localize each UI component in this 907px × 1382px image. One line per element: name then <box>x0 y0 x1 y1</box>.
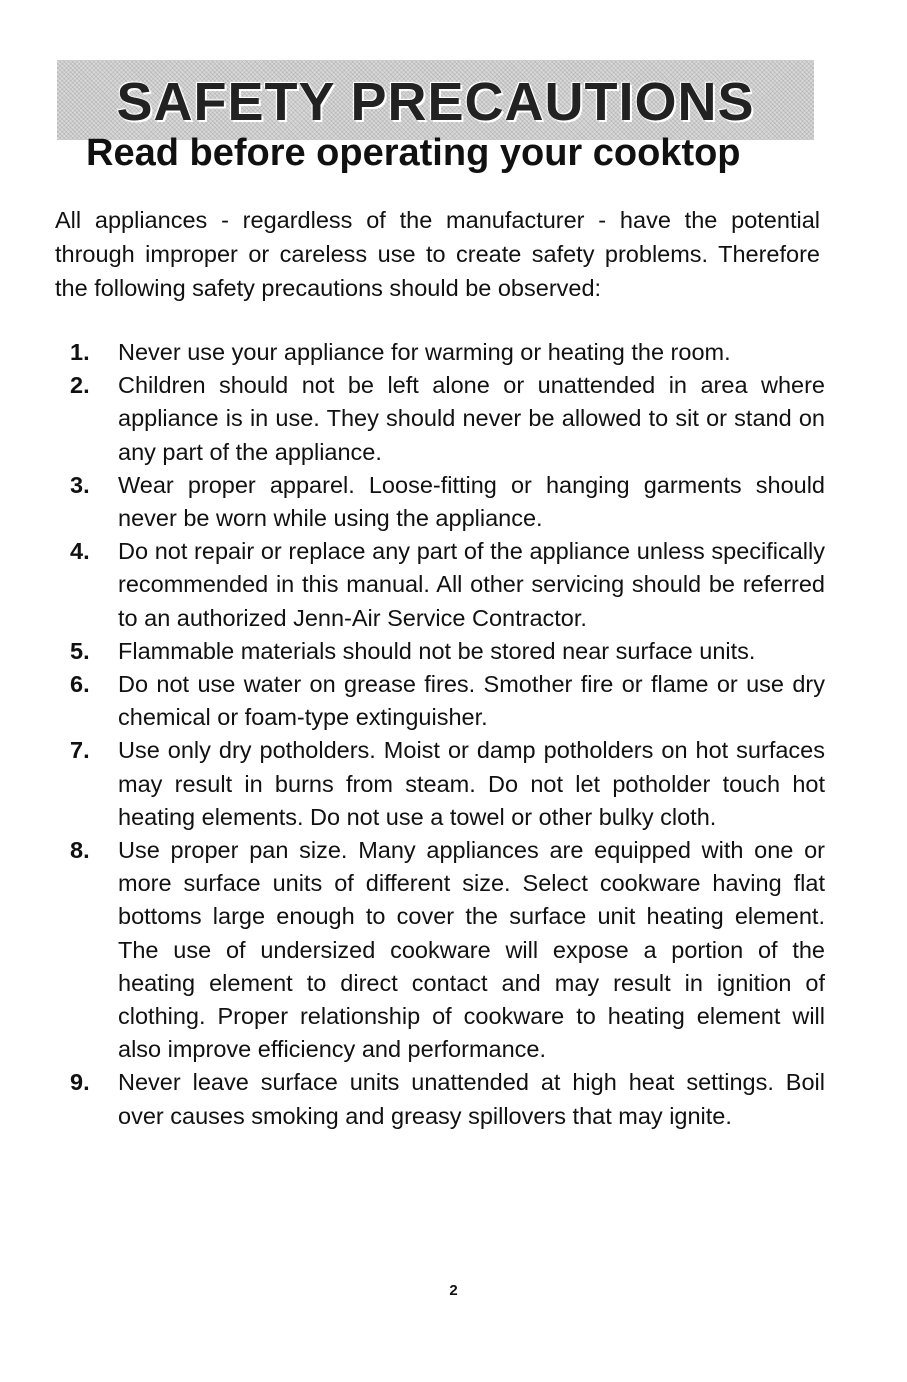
list-item <box>70 734 825 834</box>
title-banner <box>57 60 814 140</box>
page-subtitle: Read before operating your cooktop <box>86 132 741 174</box>
list-item-text: Children should not be left alone or unattended in area where appliance is in use. They should never be allowed to sit or stand on any part of the appliance. <box>118 372 825 465</box>
list-item-number: 2. <box>70 372 90 399</box>
list-item <box>70 635 825 668</box>
list-item-number: 1. <box>70 339 90 365</box>
list-item-number: 8. <box>70 837 90 864</box>
list-item-text: Wear proper apparel. Loose-fitting or hanging garments should never be worn while using the appliance. <box>118 471 825 532</box>
list-item-text: Do not repair or replace any part of the appliance unless specifically recommended in this manual. All other servicing should be referred to an authorized Jenn-Air Service Contractor. <box>118 538 825 631</box>
list-item <box>70 535 825 635</box>
list-item <box>70 369 825 469</box>
list-item-text: Use only dry potholders. Moist or damp potholders on hot surfaces may result in burns from steam. Do not let potholder touch hot heating elements. Do not use a towel or other bulky cloth. <box>118 737 825 830</box>
intro-paragraph: All appliances - regardless of the manufacturer - have the potential through improper or careless use to create safety problems. Therefore the following safety precautions should be observed: <box>55 207 820 301</box>
list-item <box>70 1066 825 1132</box>
list-item-text: Do not use water on grease fires. Smother fire or flame or use dry chemical or foam-type extinguisher. <box>118 671 825 731</box>
list-item-number: 7. <box>70 737 90 764</box>
list-item-number: 3. <box>70 471 90 498</box>
list-item-number: 9. <box>70 1069 90 1096</box>
list-item <box>70 668 825 734</box>
page-number: 2 <box>449 1282 458 1299</box>
list-item <box>70 469 825 535</box>
list-item-text: Flammable materials should not be stored near surface units. <box>118 637 756 664</box>
list-item-number: 5. <box>70 637 90 664</box>
safety-precautions-list <box>70 336 825 1133</box>
list-item-text: Never leave surface units unattended at high heat settings. Boil over causes smoking and greasy spillovers that may ignite. <box>118 1069 825 1129</box>
list-item-number: 6. <box>70 671 90 698</box>
list-item-text: Use proper pan size. Many appliances are equipped with one or more surface units of different size. Select cookware having flat bottoms large enough to cover the surface unit heating element. The use of undersized cookware will expose a portion of the heating element to direct contact and may result in ignition of clothing. Proper relationship of cookware to heating element will also improve efficiency and performance. <box>118 837 825 1063</box>
list-item-number: 4. <box>70 538 90 565</box>
list-item-text: Never use your appliance for warming or heating the room. <box>118 339 731 365</box>
page-title: SAFETY PRECAUTIONS <box>116 72 755 132</box>
list-item <box>70 336 825 369</box>
list-item <box>70 834 825 1066</box>
